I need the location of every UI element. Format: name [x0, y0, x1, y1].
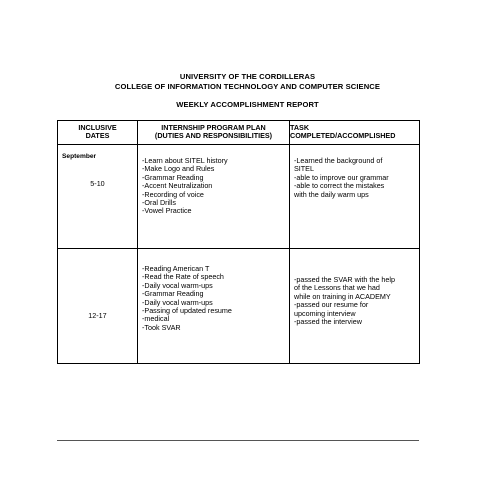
- table-row: [58, 145, 420, 249]
- plan-cell: [138, 249, 290, 364]
- date-range: 12-17: [88, 311, 107, 320]
- header-internship-plan: [138, 121, 290, 145]
- list-item: -Daily vocal warm-ups: [142, 280, 213, 290]
- dates-cell: [58, 249, 138, 364]
- table-row: [58, 249, 420, 364]
- list-item: -Make Logo and Rules: [142, 164, 215, 174]
- list-item: with the daily warm ups: [294, 189, 369, 199]
- list-item: -Grammar Reading: [142, 172, 204, 182]
- university-heading: UNIVERSITY OF THE CORDILLERAS: [179, 72, 316, 81]
- header-task-line: TASK: [290, 123, 310, 132]
- list-item: -Vowel Practice: [142, 206, 192, 216]
- list-item: -passed our resume for: [294, 300, 369, 310]
- plan-list: [142, 265, 286, 332]
- list-item: -able to correct the mistakes: [294, 181, 385, 191]
- list-item: -Learned the background of: [294, 156, 383, 165]
- list-item: -able to improve our grammar: [294, 172, 389, 182]
- task-list: [294, 157, 416, 199]
- header-task-line: COMPLETED/ACCOMPLISHED: [290, 131, 396, 141]
- header-dates-line: INCLUSIVE: [78, 123, 117, 132]
- task-list: [294, 276, 416, 326]
- list-item: upcoming interview: [294, 308, 356, 318]
- list-item: -Accent Neutralization: [142, 181, 213, 191]
- table-header-row: [58, 121, 420, 145]
- list-item: -Learn about SITEL history: [142, 156, 228, 165]
- list-item: -Recording of voice: [142, 189, 204, 199]
- month-label: September: [62, 153, 97, 160]
- task-cell: [290, 249, 420, 364]
- list-item: -Oral Drills: [142, 198, 176, 208]
- header-task-completed: [290, 121, 420, 145]
- list-item: -passed the SVAR with the help: [294, 275, 395, 284]
- report-title: WEEKLY ACCOMPLISHMENT REPORT: [176, 100, 319, 109]
- header-plan-line: INTERNSHIP PROGRAM PLAN: [161, 123, 266, 132]
- list-item: -Read the Rate of speech: [142, 272, 224, 282]
- list-item: -passed the interview: [294, 317, 362, 327]
- list-item: -Daily vocal warm-ups: [142, 297, 213, 307]
- accomplishment-table: [57, 120, 420, 364]
- list-item: -medical: [142, 314, 170, 324]
- plan-list: [142, 157, 286, 216]
- dates-cell: [58, 145, 138, 249]
- list-item: -Grammar Reading: [142, 289, 204, 299]
- college-heading: COLLEGE OF INFORMATION TECHNOLOGY AND COMPUTER SCIENCE: [114, 82, 381, 91]
- list-item: while on training in ACADEMY: [294, 291, 391, 301]
- list-item: SITEL: [294, 164, 314, 174]
- list-item: -Reading American T: [142, 264, 210, 273]
- header-plan-line: (DUTIES AND RESPONSIBILITIES): [154, 131, 273, 141]
- header-inclusive-dates: [58, 121, 138, 145]
- header-dates-line: DATES: [85, 131, 110, 141]
- footer-divider: [57, 440, 419, 441]
- list-item: of the Lessons that we had: [294, 283, 380, 293]
- date-range: 5-10: [90, 179, 105, 188]
- list-item: -Passing of updated resume: [142, 306, 232, 316]
- list-item: -Took SVAR: [142, 322, 181, 332]
- task-cell: [290, 145, 420, 249]
- plan-cell: [138, 145, 290, 249]
